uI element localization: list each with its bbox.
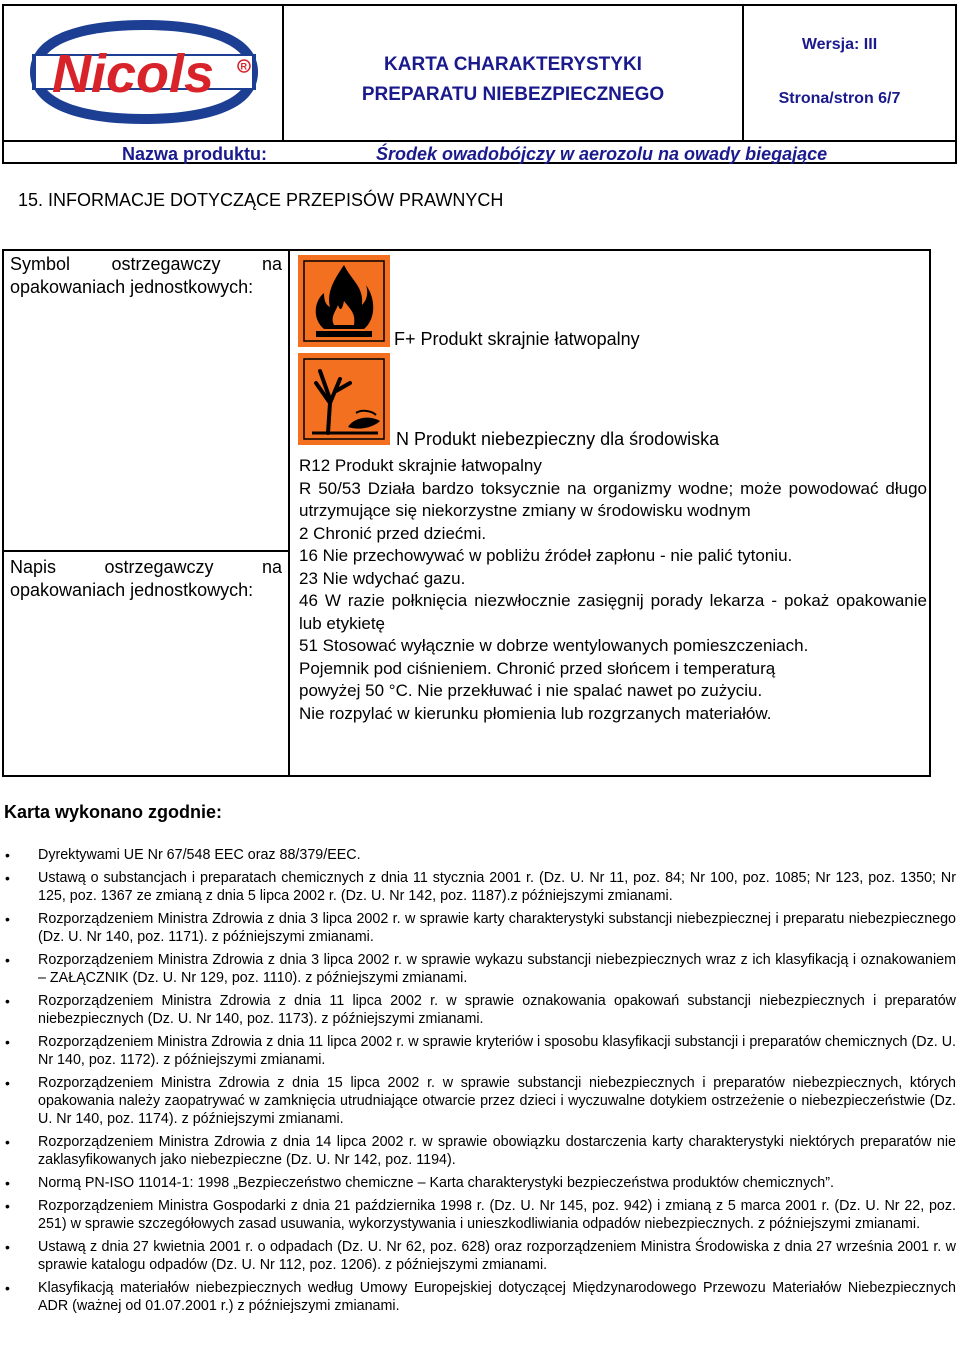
list-item: • Rozporządzeniem Ministra Zdrowia z dnia 11 lipca 2002 r. w sprawie kryteriów i sposobu klasyfikacji substancji i preparatów chemicznych (Dz. U. Nr 140, poz. 1172). z późniejszymi zmianami. bbox=[0, 1033, 958, 1069]
phrase-s46: 46 W razie połknięcia niezwłocznie zasięgnij porady lekarza - pokaż opakowanie lub etykietę bbox=[299, 591, 927, 633]
symbol-n-text: N Produkt niebezpieczny dla środowiska bbox=[396, 429, 720, 449]
section-title: 15. INFORMACJE DOTYCZĄCE PRZEPISÓW PRAWNYCH bbox=[18, 190, 504, 210]
list-item: • Klasyfikacją materiałów niebezpiecznych według Umowy Europejskiej dotyczącej Międzynarodowego Przewozu Materiałów Niebezpiecznych ADR (ważnej od 01.07.2001 r.) z późniejszymi zmianami. bbox=[0, 1279, 958, 1315]
made-according-heading: Karta wykonano zgodnie: bbox=[4, 802, 223, 822]
symbol-f-plus-text: F+ Produkt skrajnie łatwopalny bbox=[394, 329, 640, 349]
phrase-r12: R12 Produkt skrajnie łatwopalny bbox=[299, 456, 542, 475]
phrase-pressure-container: Pojemnik pod ciśnieniem. Chronić przed słońcem i temperaturą powyżej 50 °C. Nie przekłuwać i nie spalać nawet po zużyciu. bbox=[299, 658, 776, 700]
labeling-table bbox=[2, 249, 931, 777]
product-label: Nazwa produktu: bbox=[122, 144, 268, 164]
list-item: • Rozporządzeniem Ministra Zdrowia z dnia 3 lipca 2002 r. w sprawie wykazu substancji niebezpiecznych wraz z ich klasyfikacją i oznakowaniem – ZAŁĄCZNIK (Dz. U. Nr 129, poz. 1110). z późniejszymi zmianami. bbox=[0, 951, 958, 987]
list-item: • Ustawą z dnia 27 kwietnia 2001 r. o odpadach (Dz. U. Nr 62, poz. 628) oraz rozporządzeniem Ministra Środowiska z dnia 27 września 2001 r. w sprawie katalogu odpadów (Dz. U. Nr 112, poz. 1206). z późniejszymi zmianami. bbox=[0, 1238, 958, 1274]
list-item: • Rozporządzeniem Ministra Gospodarki z dnia 21 października 1998 r. (Dz. U. Nr 145, poz. 942) i zmianą z 5 marca 2001 r. (Dz. U. Nr 22, poz. 251) w sprawie szczegółowych zasad usuwania, wykorzystywania i unieszkodliwiania odpadów niebezpiecznych. z późniejszymi zmianami. bbox=[0, 1197, 958, 1233]
product-row bbox=[4, 140, 955, 164]
nicols-logo bbox=[22, 14, 266, 130]
phrase-r50-53: R 50/53 Działa bardzo toksycznie na organizmy wodne; może powodować długo utrzymujące się niekorzystne zmiany w środowisku wodnym bbox=[299, 478, 927, 520]
flame-hazard-icon bbox=[298, 255, 390, 347]
phrase-no-spray-flame: Nie rozpylać w kierunku płomienia lub rozgrzanych materiałów. bbox=[299, 703, 772, 723]
document-title-line1: KARTA CHARAKTERYSTYKI bbox=[384, 54, 642, 75]
list-item: • Rozporządzeniem Ministra Zdrowia z dnia 15 lipca 2002 r. w sprawie substancji niebezpiecznych i preparatów niebezpiecznych, których opakowania należy zaopatrywać w zamknięcia utrudniające otwarcie przez dzieci i wyczuwalne dotykiem ostrzeżenie o niebezpieczeństwie (Dz. U. Nr 140, poz. 1174). z późniejszymi zmianami. bbox=[0, 1074, 958, 1128]
symbol-label: Symbol ostrzegawczy na opakowaniach jednostkowych: bbox=[10, 254, 282, 297]
title-cell bbox=[284, 6, 744, 140]
document-header bbox=[2, 4, 957, 164]
phrase-s16: 16 Nie przechowywać w pobliżu źródeł zapłonu - nie palić tytoniu. bbox=[299, 546, 793, 565]
page-number: Strona/stron 6/7 bbox=[778, 90, 901, 107]
document-title-line2: PREPARATU NIEBEZPIECZNEGO bbox=[361, 84, 665, 105]
list-item: • Rozporządzeniem Ministra Zdrowia z dnia 11 lipca 2002 r. w sprawie oznakowania opakowań substancji niebezpiecznych i preparatów niebezpiecznych (Dz. U. Nr 140, poz. 1173). z późniejszymi zmianami. bbox=[0, 992, 958, 1028]
version-label: Wersja: III bbox=[801, 36, 878, 53]
svg-text:R: R bbox=[240, 61, 247, 72]
references-list bbox=[0, 846, 958, 1320]
warning-label: Napis ostrzegawczy na opakowaniach jednostkowych: bbox=[10, 557, 282, 600]
phrase-s51: 51 Stosować wyłącznie w dobrze wentylowanych pomieszczeniach. bbox=[299, 636, 809, 655]
list-item: • Rozporządzeniem Ministra Zdrowia z dnia 3 lipca 2002 r. w sprawie karty charakterystyki substancji niebezpiecznej i preparatu niebezpiecznego (Dz. U. Nr 140, poz. 1171). z późniejszymi zmianami. bbox=[0, 910, 958, 946]
logo-wordmark: Nicols bbox=[52, 44, 215, 104]
list-item: • Dyrektywami UE Nr 67/548 EEC oraz 88/379/EEC. bbox=[0, 846, 958, 864]
product-name: Środek owadobójczy w aerozolu na owady biegające bbox=[376, 144, 828, 164]
environment-hazard-icon bbox=[298, 353, 390, 445]
list-item: • Normą PN-ISO 11014-1: 1998 „Bezpieczeństwo chemiczne – Karta charakterystyki bezpieczeństwa produktów chemicznych”. bbox=[0, 1174, 958, 1192]
logo-cell bbox=[4, 6, 284, 140]
phrase-s23: 23 Nie wdychać gazu. bbox=[299, 568, 466, 588]
list-item: • Ustawą o substancjach i preparatach chemicznych z dnia 11 stycznia 2001 r. (Dz. U. Nr 11, poz. 84; Nr 100, poz. 1085; Nr 123, poz. 1350; Nr 125, poz. 1367 ze zmianą z dnia 5 lipca 2002 r. (Dz. U. Nr 142, poz. 1187).z późniejszymi zmianami. bbox=[0, 869, 958, 905]
phrase-s2: 2 Chronić przed dziećmi. bbox=[299, 523, 487, 543]
version-cell bbox=[744, 6, 955, 140]
warning-phrases bbox=[299, 455, 927, 725]
list-item: • Rozporządzeniem Ministra Zdrowia z dnia 14 lipca 2002 r. w sprawie obowiązku dostarczenia karty charakterystyki niektórych preparatów nie zaklasyfikowanych jako niebezpieczne (Dz. U. Nr 142, poz. 1194). bbox=[0, 1133, 958, 1169]
